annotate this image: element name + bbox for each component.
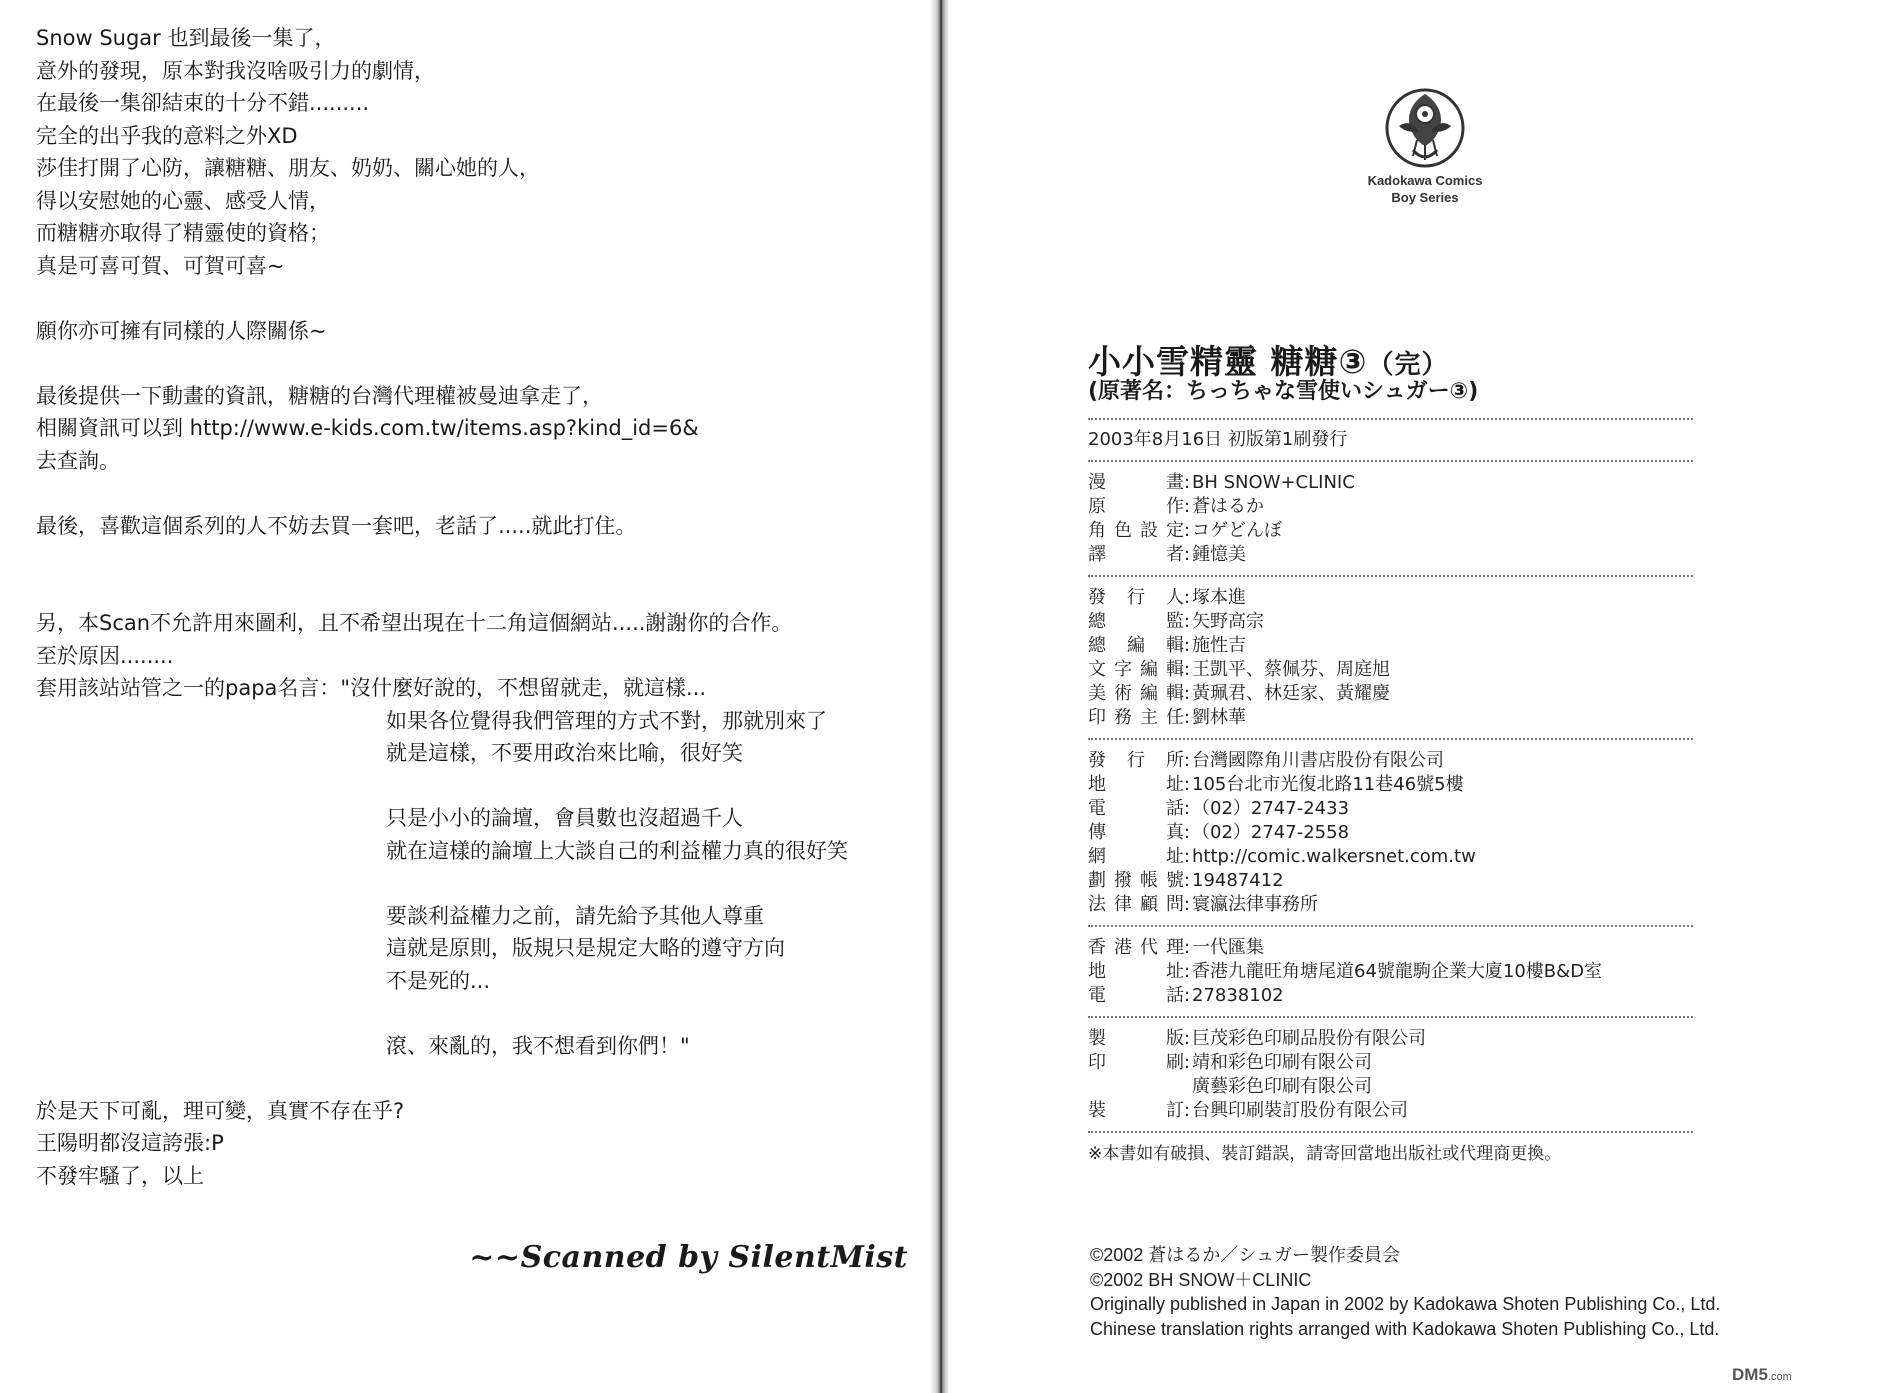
text-line: 於是天下可亂，理可變，真實不存在乎? <box>36 1098 405 1123</box>
quote-line: 就在這樣的論壇上大談自己的利益權力真的很好笑 <box>386 838 848 863</box>
publisher-row: 傳真: （02）2747-2558 <box>1088 822 1350 843</box>
credit-row: 角色設定: コゲどんぼ <box>1088 520 1282 541</box>
text-line: Snow Sugar 也到最後一集了， <box>36 26 336 50</box>
text-line: 得以安慰她的心靈、感受人情， <box>36 188 330 213</box>
staff-row: 總編輯: 施性吉 <box>1088 635 1246 656</box>
publisher-row: 地址: 105台北市光復北路11巷46號5樓 <box>1088 774 1464 795</box>
text-line: 在最後一集卻結束的十分不錯......... <box>36 91 370 115</box>
quote-line: 這就是原則，版規只是規定大略的遵守方向 <box>386 936 785 960</box>
staff-row: 美術編輯: 黃珮君、林廷家、黃耀慶 <box>1088 683 1390 704</box>
original-title: (原著名：ちっちゃな雪使いシュガー③) <box>1088 379 1479 404</box>
text-line: 王陽明都沒這誇張:P <box>36 1131 224 1155</box>
scanner-signature: ~~Scanned by SilentMist <box>469 1240 908 1275</box>
quote-line: 要談利益權力之前，請先給予其他人尊重 <box>386 903 764 928</box>
publisher-row: 電話: （02）2747-2433 <box>1088 798 1350 819</box>
text-line: 至於原因........ <box>36 643 174 668</box>
quote-line: 如果各位覺得我們管理的方式不對，那就別來了 <box>386 708 827 733</box>
afterword-text <box>36 22 916 1192</box>
publisher-row: 發行所: 台灣國際角川書店股份有限公司 <box>1088 750 1444 771</box>
text-line: 去查詢。 <box>36 448 120 473</box>
quote-line: 不是死的... <box>386 968 491 993</box>
staff-row: 發行人: 塚本進 <box>1088 587 1246 608</box>
quote-line: 只是小小的論壇，會員數也沒超過千人 <box>386 806 743 830</box>
print-row: 製版: 巨茂彩色印刷品股份有限公司 <box>1088 1028 1426 1049</box>
publisher-row: 劃撥帳號: 19487412 <box>1088 870 1284 891</box>
text-line: 相關資訊可以到 http://www.e-kids.com.tw/items.asp?kind_id=6& <box>36 416 699 440</box>
text-line: 意外的發現，原本對我沒啥吸引力的劇情， <box>36 58 435 83</box>
quote-line: 滾、來亂的，我不想看到你們！" <box>386 1033 690 1058</box>
text-line: 真是可喜可賀、可賀可喜~ <box>36 253 285 278</box>
print-row: 印刷: 靖和彩色印刷有限公司 <box>1088 1052 1372 1073</box>
damage-notice: ※本書如有破損、裝訂錯誤，請寄回當地出版社或代理商更換。 <box>1088 1144 1562 1164</box>
credit-row: 漫畫: BH SNOW+CLINIC <box>1088 472 1355 493</box>
hk-agent-row: 香港代理: 一代匯集 <box>1088 937 1264 958</box>
book-title-suffix: （完） <box>1367 350 1449 380</box>
text-line: 不發牢騷了，以上 <box>36 1163 204 1188</box>
publisher-logo <box>1360 80 1490 206</box>
publisher-row: 網址: http://comic.walkersnet.com.tw <box>1088 846 1476 867</box>
copyright-line: ©2002 蒼はるか／シュガー製作委員会 <box>1090 1245 1400 1265</box>
copyright-block <box>1090 1243 1720 1341</box>
copyright-line: Originally published in Japan in 2002 by Kadokawa Shoten Publishing Co., Ltd. <box>1090 1294 1721 1314</box>
site-watermark: DM5.com <box>1732 1365 1792 1384</box>
text-line: 另，本Scan不允許用來圖利，且不希望出現在十二角這個網站.....謝謝你的合作。 <box>36 611 793 635</box>
text-line: 而糖糖亦取得了精靈使的資格； <box>36 221 330 245</box>
credit-row: 譯者: 鍾憶美 <box>1088 544 1246 565</box>
publisher-row: 法律顧問: 寰瀛法律事務所 <box>1088 894 1318 915</box>
credit-row: 原作: 蒼はるか <box>1088 496 1264 517</box>
phoenix-logo-icon <box>1379 80 1471 172</box>
copyright-line: Chinese translation rights arranged with Kadokawa Shoten Publishing Co., Ltd. <box>1090 1318 1720 1339</box>
gutter-line <box>940 0 942 1393</box>
colophon <box>1088 418 1698 1166</box>
text-line: 最後，喜歡這個系列的人不妨去買一套吧，老話了.....就此打住。 <box>36 513 637 538</box>
text-line: 最後提供一下動畫的資訊，糖糖的台灣代理權被曼迪拿走了， <box>36 383 603 408</box>
logo-text-line1: Kadokawa Comics <box>1367 173 1483 188</box>
staff-row: 總監: 矢野高宗 <box>1088 611 1264 632</box>
text-line: 套用該站站管之一的papa名言："沒什麼好說的，不想留就走，就這樣... <box>36 676 707 700</box>
quote-line: 就是這樣，不要用政治來比喻，很好笑 <box>386 741 743 765</box>
staff-row: 文字編輯: 王凱平、蔡佩芬、周庭旭 <box>1088 659 1390 680</box>
text-line: 願你亦可擁有同樣的人際關係~ <box>36 318 327 343</box>
text-line: 完全的出乎我的意料之外XD <box>36 123 298 148</box>
hk-agent-row: 電話: 27838102 <box>1088 985 1284 1006</box>
hk-agent-row: 地址: 香港九龍旺角塘尾道64號龍駒企業大廈10樓B&D室 <box>1088 961 1603 982</box>
edition-line: 2003年8月16日 初版第1刷發行 <box>1088 429 1348 450</box>
print-row-continued: 廣藝彩色印刷有限公司 <box>1192 1076 1372 1097</box>
print-row: 裝訂: 台興印刷裝訂股份有限公司 <box>1088 1100 1408 1121</box>
logo-text-line2: Boy Series <box>1391 190 1459 205</box>
left-page <box>0 0 936 1393</box>
text-line: 莎佳打開了心防，讓糖糖、朋友、奶奶、關心她的人， <box>36 156 540 180</box>
copyright-line: ©2002 BH SNOW＋CLINIC <box>1090 1269 1312 1290</box>
staff-row: 印務主任: 劉林華 <box>1088 707 1246 728</box>
book-title-main: 小小雪精靈 糖糖③ <box>1088 342 1368 381</box>
